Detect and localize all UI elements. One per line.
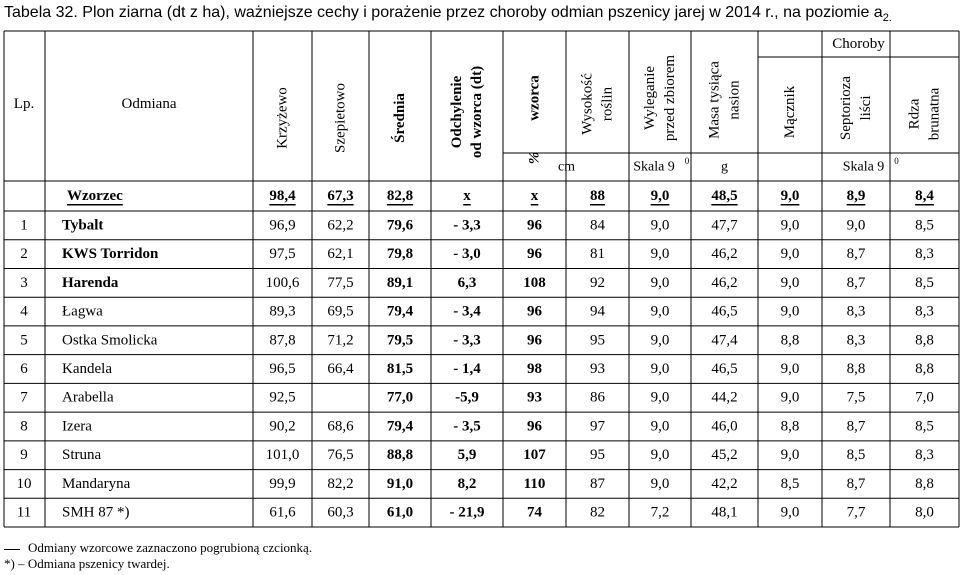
- row-value: 46,0: [711, 418, 738, 435]
- row-value: 97: [590, 418, 605, 435]
- row-lp: 11: [16, 504, 32, 521]
- row-value: 76,5: [327, 447, 354, 464]
- row-value: - 21,9: [449, 504, 485, 521]
- unit-skala-2: Skala 9: [842, 159, 885, 175]
- unit-cm: cm: [557, 159, 576, 175]
- header-masa-2: nasion: [726, 80, 743, 120]
- row-value: 9,0: [650, 447, 670, 464]
- row-value: 48,1: [711, 504, 738, 521]
- row-value: 96,9: [269, 217, 296, 234]
- row-value: 42,2: [711, 475, 738, 492]
- row-value: 84: [590, 217, 605, 234]
- row-value: 8,8: [780, 332, 800, 349]
- header-wysokosc-2: roślin: [599, 86, 616, 122]
- row-value: 47,7: [711, 217, 738, 234]
- table-title-subscript: 2.: [882, 12, 892, 25]
- row-variety: Mandaryna: [62, 475, 131, 492]
- row-value: 68,6: [327, 418, 354, 435]
- footnote-bold-info: [4, 540, 312, 556]
- row-value: 77,5: [327, 274, 354, 291]
- row-lp: 10: [16, 475, 32, 492]
- row-value: 98: [527, 361, 542, 378]
- row-value: 7,5: [846, 389, 866, 406]
- row-value: 99,9: [269, 475, 296, 492]
- row-value: 8,8: [846, 361, 866, 378]
- row-value: - 3,5: [453, 418, 481, 435]
- row-lp: 7: [20, 389, 28, 406]
- header-rdza-2: brunatna: [926, 87, 943, 141]
- row-value: 95: [590, 447, 605, 464]
- header-odmiana: Odmiana: [121, 96, 177, 112]
- row-value: 88,8: [386, 447, 414, 464]
- row-variety: Kandela: [62, 361, 112, 378]
- row-value: 92,5: [269, 389, 296, 406]
- row-value: 82: [590, 504, 605, 521]
- row-value: 91,0: [386, 475, 414, 492]
- row-value: 101,0: [265, 447, 300, 464]
- row-value: - 3,3: [453, 217, 481, 234]
- row-value: 8,2: [457, 475, 477, 492]
- header-odchylenie-1: Odchylenie: [449, 75, 465, 149]
- row-value: 96: [527, 303, 542, 320]
- row-value: 87: [590, 475, 605, 492]
- header-septorioza-2: liści: [858, 95, 874, 121]
- row-value: 61,0: [386, 504, 414, 521]
- row-value: 8,3: [915, 246, 934, 263]
- wzorzec-value: 8,4: [915, 188, 934, 204]
- row-value: 5,9: [457, 447, 477, 464]
- row-value: 61,6: [269, 504, 296, 521]
- row-value: 46,2: [711, 274, 738, 291]
- row-value: 8,0: [915, 504, 934, 521]
- unit-skala-1: Skala 9: [633, 159, 675, 175]
- row-value: 8,5: [915, 217, 934, 234]
- row-value: 108: [523, 274, 546, 291]
- wzorzec-value: x: [530, 188, 539, 204]
- header-septorioza-1: Septorioza: [838, 75, 854, 141]
- row-value: 8,8: [915, 361, 934, 378]
- row-value: 9,0: [650, 418, 670, 435]
- header-wysokosc-1: Wysokość: [579, 73, 596, 135]
- row-value: 9,0: [650, 389, 670, 406]
- row-value: 8,5: [846, 447, 866, 464]
- row-value: 79,4: [386, 303, 414, 320]
- unit-g: g: [721, 159, 728, 175]
- unit-skala-1-sup: 0: [684, 156, 690, 166]
- header-odchylenie-2: od wzorca (dt): [469, 65, 485, 159]
- row-value: 71,2: [327, 332, 354, 349]
- row-value: 97,5: [269, 246, 296, 263]
- row-value: 45,2: [711, 447, 738, 464]
- row-variety: Struna: [62, 447, 102, 464]
- row-value: 9,0: [650, 217, 670, 234]
- row-value: 62,1: [327, 246, 354, 263]
- row-value: 8,3: [846, 303, 866, 320]
- wzorzec-value: 67,3: [327, 188, 354, 204]
- row-value: 8,7: [846, 475, 866, 492]
- header-masa-1: Masa tysiąca: [706, 61, 723, 139]
- row-value: 8,8: [915, 332, 934, 349]
- header-szepietowo: Szepietowo: [332, 83, 349, 153]
- row-lp: 6: [20, 361, 28, 378]
- row-lp: 4: [20, 303, 28, 320]
- row-value: 60,3: [327, 504, 354, 521]
- row-lp: 5: [20, 332, 28, 349]
- row-value: 79,4: [386, 418, 414, 435]
- row-value: 89,1: [386, 274, 414, 291]
- header-srednia: Średnia: [392, 93, 408, 143]
- row-value: 89,3: [269, 303, 296, 320]
- wzorzec-value: x: [463, 188, 471, 204]
- row-value: 9,0: [780, 303, 800, 320]
- row-lp: 1: [20, 217, 28, 234]
- row-value: 8,5: [780, 475, 800, 492]
- row-value: 8,3: [846, 332, 866, 349]
- header-choroby: Choroby: [832, 36, 885, 52]
- row-value: 82,2: [327, 475, 354, 492]
- row-value: 8,7: [846, 246, 866, 263]
- row-value: 46,2: [711, 246, 738, 263]
- wzorzec-value: 82,8: [386, 188, 414, 204]
- row-value: 46,5: [711, 303, 738, 320]
- row-value: -5,9: [455, 389, 479, 406]
- row-lp: 2: [20, 246, 28, 263]
- header-lp: Lp.: [13, 96, 35, 112]
- row-value: 96: [527, 246, 542, 263]
- row-value: 86: [590, 389, 605, 406]
- row-value: 9,0: [780, 217, 800, 234]
- row-value: 8,8: [915, 475, 934, 492]
- row-value: 94: [590, 303, 605, 320]
- wzorzec-value: 9,0: [650, 188, 670, 204]
- row-value: 8,7: [846, 274, 866, 291]
- row-value: 90,2: [269, 418, 296, 435]
- wzorzec-value: 98,4: [269, 188, 296, 204]
- row-value: 93: [590, 361, 605, 378]
- row-value: 96: [527, 217, 542, 234]
- row-value: 95: [590, 332, 605, 349]
- row-value: 8,3: [915, 447, 934, 464]
- row-value: 93: [527, 389, 542, 406]
- row-value: - 1,4: [453, 361, 481, 378]
- header-rdza-1: Rdza: [906, 98, 923, 130]
- header-wzorca: wzorca: [526, 75, 543, 121]
- row-value: 9,0: [650, 475, 670, 492]
- row-value: 9,0: [650, 274, 670, 291]
- row-value: 74: [527, 504, 542, 521]
- row-value: - 3,4: [453, 303, 481, 320]
- header-wyleganie-2: przed zbiorem: [662, 54, 678, 142]
- row-variety: Harenda: [62, 274, 119, 291]
- row-value: 8,5: [915, 274, 934, 291]
- row-value: 69,5: [327, 303, 354, 320]
- row-value: 9,0: [650, 303, 670, 320]
- wzorzec-value: 8,9: [846, 188, 866, 204]
- row-value: 79,5: [386, 332, 414, 349]
- row-value: 9,0: [650, 332, 670, 349]
- wzorzec-value: 48,5: [711, 188, 738, 204]
- row-value: 9,0: [650, 361, 670, 378]
- row-variety: Arabella: [62, 389, 114, 406]
- row-value: 9,0: [780, 246, 800, 263]
- row-variety: Ostka Smolicka: [62, 332, 158, 349]
- row-value: - 3,3: [453, 332, 481, 349]
- row-variety: KWS Torridon: [62, 246, 159, 263]
- row-lp: 3: [20, 274, 28, 291]
- row-variety: Izera: [62, 418, 92, 435]
- row-lp: 9: [20, 447, 28, 464]
- row-value: 9,0: [650, 246, 670, 263]
- footnote-text-2: *) – Odmiana pszenicy twardej.: [4, 556, 170, 571]
- row-variety: Łagwa: [62, 303, 103, 320]
- row-value: 9,0: [780, 447, 800, 464]
- row-value: 8,7: [846, 418, 866, 435]
- row-value: 47,4: [711, 332, 738, 349]
- row-lp: 8: [20, 418, 28, 435]
- row-value: 7,0: [915, 389, 934, 406]
- row-value: 79,8: [386, 246, 414, 263]
- row-value: 110: [523, 475, 546, 492]
- header-krzyzewo: Krzyżewo: [274, 87, 291, 149]
- row-value: 9,0: [780, 274, 800, 291]
- row-value: 8,5: [915, 418, 934, 435]
- row-variety: SMH 87 *): [62, 504, 130, 521]
- row-value: - 3,0: [453, 246, 481, 263]
- row-value: 62,2: [327, 217, 354, 234]
- footnote-durum: [4, 556, 170, 572]
- row-value: 96: [527, 418, 542, 435]
- row-value: 9,0: [780, 361, 800, 378]
- wzorzec-value: 88: [590, 188, 605, 204]
- row-value: 77,0: [386, 389, 414, 406]
- row-value: 8,3: [915, 303, 934, 320]
- table-title-text: Tabela 32. Plon ziarna (dt z ha), ważniejsze cechy i porażenie przez choroby odmian pszenicy jarej w 2014 r., na poziomie a: [4, 4, 883, 21]
- row-value: 9,0: [780, 389, 800, 406]
- header-wyleganie-1: Wyleganie: [642, 65, 658, 131]
- footnote-text-1: Odmiany wzorcowe zaznaczono pogrubioną czcionką.: [28, 540, 313, 555]
- header-maczniak: Mącznik: [782, 85, 798, 139]
- row-value: 87,8: [269, 332, 296, 349]
- header-procent: %: [526, 151, 543, 165]
- row-value: 46,5: [711, 361, 738, 378]
- row-value: 100,6: [265, 274, 300, 291]
- row-value: 107: [523, 447, 546, 464]
- row-value: 79,6: [386, 217, 414, 234]
- row-value: 66,4: [327, 361, 354, 378]
- row-variety: Tybalt: [62, 217, 104, 234]
- row-value: 7,7: [846, 504, 866, 521]
- row-value: 96,5: [269, 361, 296, 378]
- row-value: 92: [590, 274, 605, 291]
- row-value: 81: [590, 246, 605, 263]
- wzorzec-value: 9,0: [780, 188, 800, 204]
- wzorzec-label: Wzorzec: [67, 188, 123, 204]
- row-value: 81,5: [386, 361, 414, 378]
- row-value: 96: [527, 332, 542, 349]
- row-value: 8,8: [780, 418, 800, 435]
- row-value: 44,2: [711, 389, 738, 406]
- row-value: 7,2: [650, 504, 670, 521]
- row-value: 9,0: [846, 217, 866, 234]
- row-value: 6,3: [457, 274, 477, 291]
- row-value: 9,0: [780, 504, 800, 521]
- unit-skala-2-sup: 0: [894, 156, 899, 166]
